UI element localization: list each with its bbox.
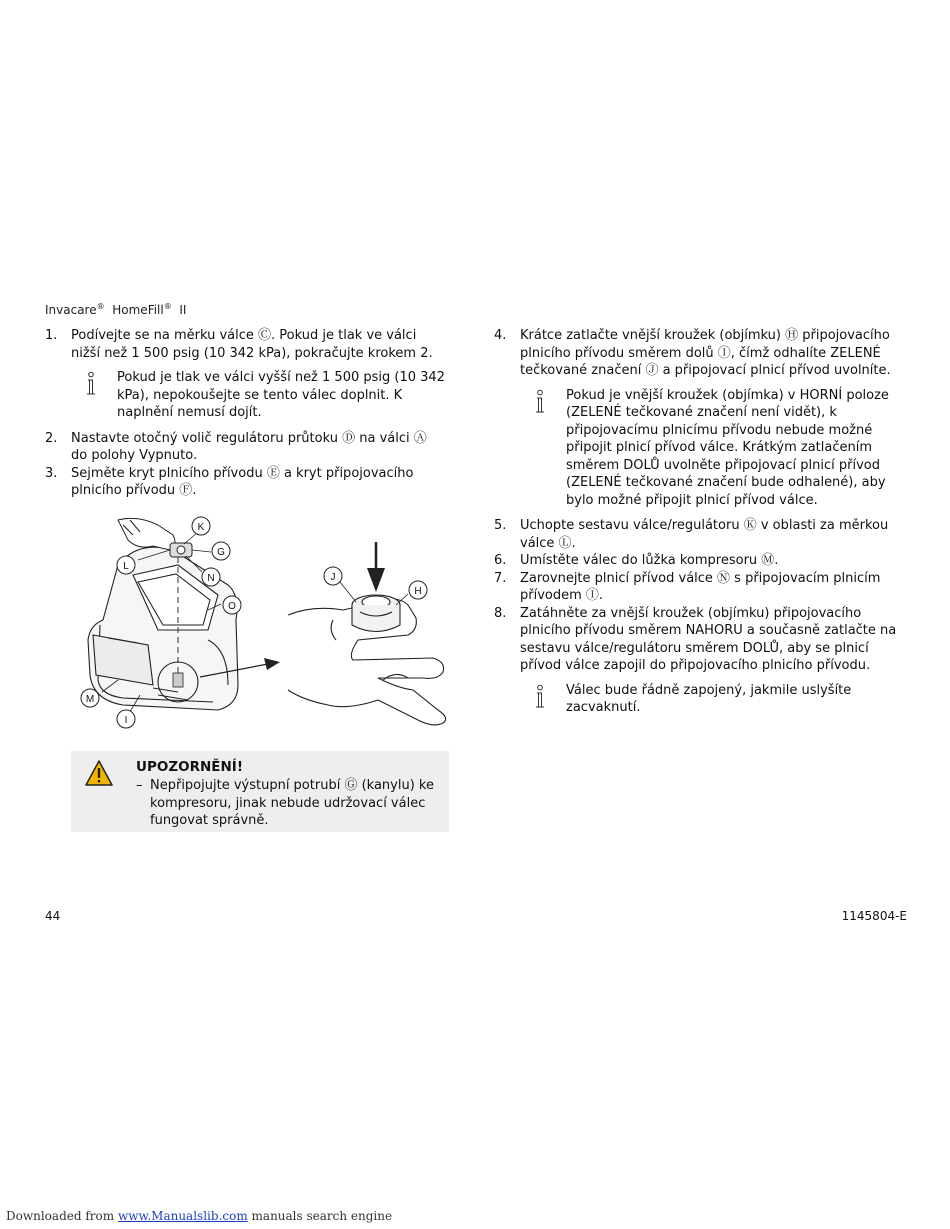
step-text: Zarovnejte plnicí přívod válce Ⓝ s připojovacím plnicím přívodem Ⓘ. — [520, 570, 881, 603]
label-m: M — [85, 694, 95, 705]
step-number: 1. — [45, 328, 58, 343]
step-number: 6. — [494, 553, 507, 568]
document-number: 1145804-E — [841, 909, 907, 923]
step-number: 5. — [494, 518, 507, 533]
warning-box — [71, 751, 449, 832]
registered-mark-2: ® — [163, 302, 172, 311]
label-h: H — [414, 586, 422, 597]
step-text: Umístěte válec do lůžka kompresoru Ⓜ. — [520, 553, 779, 568]
download-prefix: Downloaded from — [6, 1209, 115, 1223]
right-column — [494, 327, 904, 725]
step-6 — [494, 552, 904, 570]
info-icon — [532, 389, 548, 415]
page-number: 44 — [45, 909, 61, 923]
note-text: Válec bude řádně zapojený, jakmile uslyšíte zacvaknutí. — [566, 682, 852, 715]
model-name: II — [179, 303, 187, 317]
warning-title: UPOZORNĚNÍ! — [136, 759, 243, 775]
warning-text: Nepřipojujte výstupní potrubí Ⓖ (kanylu) ke kompresoru, jinak nebude udržovací válec fungovat správně. — [150, 778, 434, 828]
label-k: K — [197, 522, 205, 533]
step-text: Nastavte otočný volič regulátoru průtoku Ⓓ na válci Ⓐ do polohy Vypnuto. — [71, 430, 427, 463]
warning-triangle-icon — [84, 759, 114, 787]
note-text: Pokud je tlak ve válci vyšší než 1 500 psig (10 342 kPa), nepokoušejte se tento válec doplnit. K naplnění nemusí dojít. — [117, 370, 445, 420]
running-header — [45, 298, 186, 320]
warning-body — [136, 777, 450, 830]
label-l: L — [123, 561, 129, 572]
step-text: Krátce zatlačte vnější kroužek (objímku) Ⓗ připojovacího plnicího přívodu směrem dolů Ⓘ, čímž odhalíte ZELENÉ tečkované značení Ⓙ a připojovací plnicí přívod uvolníte. — [520, 328, 891, 378]
step-1 — [45, 327, 445, 362]
product-name: HomeFill — [112, 303, 164, 317]
info-icon — [532, 684, 548, 710]
label-i: I — [124, 715, 128, 726]
step-4 — [494, 327, 904, 380]
label-o: O — [228, 601, 236, 612]
step-text: Sejměte kryt plnicího přívodu Ⓔ a kryt připojovacího plnicího přívodu Ⓕ. — [71, 465, 414, 498]
label-g: G — [217, 547, 225, 558]
download-footer — [6, 1208, 392, 1226]
brand-name: Invacare — [45, 303, 97, 317]
step-text: Podívejte se na měrku válce Ⓒ. Pokud je tlak ve válci nižší než 1 500 psig (10 342 kPa), pokračujte krokem 2. — [71, 328, 433, 361]
step-number: 8. — [494, 605, 507, 621]
connection-illustration — [78, 510, 453, 735]
step-text: Zatáhněte za vnější kroužek (objímku) připojovacího plnicího přívodu směrem NAHORU a současně zatlačte na sestavu válce/regulátoru směrem DOLŮ, aby se plnicí přívod válce zapojil do připojovacího plnicího přívodu. — [520, 605, 897, 673]
step-2 — [45, 430, 445, 465]
label-j: J — [330, 572, 336, 583]
info-note-2 — [494, 387, 904, 510]
step-8 — [494, 605, 904, 675]
label-n: N — [207, 573, 215, 584]
step-3 — [45, 465, 445, 500]
left-column — [45, 327, 445, 500]
warning-dash: – — [136, 778, 143, 793]
step-number: 4. — [494, 328, 507, 343]
manualslib-link[interactable]: www.Manualslib.com — [117, 1209, 248, 1223]
step-number: 7. — [494, 570, 507, 586]
info-note-3 — [494, 682, 904, 717]
step-number: 3. — [45, 465, 58, 481]
download-suffix: manuals search engine — [251, 1209, 393, 1223]
step-7 — [494, 570, 904, 605]
info-note-1 — [45, 369, 445, 422]
info-icon — [83, 371, 99, 397]
step-number: 2. — [45, 430, 58, 446]
step-text: Uchopte sestavu válce/regulátoru Ⓚ v oblasti za měrkou válce Ⓛ. — [520, 518, 889, 551]
step-5 — [494, 517, 904, 552]
note-text: Pokud je vnější kroužek (objímka) v HORNÍ poloze (ZELENÉ tečkované značení není vidět), k připojovacímu plnicímu přívodu nebude možné připojit plnicí přívod válce. Krátkým zatlačením směrem DOLŮ uvolněte připojovací plnicí přívod (ZELENÉ tečkované značení bude odhalené), aby bylo možné připojit plnicí přívod válce. — [566, 387, 889, 508]
registered-mark: ® — [96, 302, 105, 311]
